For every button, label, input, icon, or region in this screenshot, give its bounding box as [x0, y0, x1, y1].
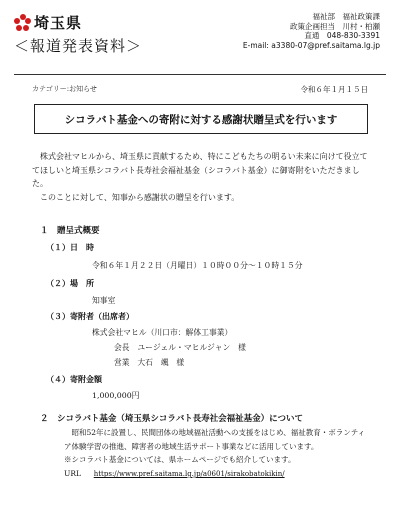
place-value: 知事室: [92, 296, 116, 305]
fund-url-link[interactable]: https://www.pref.saitama.lg.jp/a0601/sirakobatokikin/: [93, 470, 285, 478]
document-title: シコラバト基金への寄附に対する感謝状贈呈式を行います: [64, 113, 338, 126]
header-divider: [14, 74, 386, 75]
prefecture-logo: [14, 12, 82, 33]
amount-value: 1,000,000円: [92, 391, 140, 400]
saitama-emblem-icon: [14, 14, 31, 31]
logo-text: 埼玉県: [34, 14, 83, 32]
release-date: 令和６年１月１５日: [300, 85, 368, 94]
contact-email[interactable]: E-mail: a3380-07@pref.saitama.lg.jp: [242, 40, 380, 50]
datetime-value: 令和６年１月２２日（月曜日）１０時００分～１０時１５分: [92, 261, 303, 270]
url-line: [64, 467, 285, 482]
donor-label: （３）寄附者（出席者）: [46, 312, 134, 321]
press-release-label: ＜報道発表資料＞: [14, 37, 143, 55]
contact-department: 福祉部 福祉政策課: [312, 12, 380, 21]
title-box: [34, 104, 368, 134]
datetime-label: （１）日 時: [46, 243, 94, 252]
section-2-heading: ２ シコラバト基金（埼玉県シコラバト長寿社会福祉基金）について: [40, 414, 303, 424]
category-label: カテゴリー:お知らせ: [32, 85, 97, 93]
section-2-body: 昭和52年に設置し、民間団体の地域福祉活動への支援をはじめ、福祉教育・ボランティア体験学習の推進、障害者の地域生活サポート事業などに活用しています。: [64, 428, 366, 451]
intro-paragraph-2: このことに対して、知事から感謝状の贈呈を行います。: [40, 192, 240, 202]
section-1-heading: １ 贈呈式概要: [40, 226, 100, 236]
contact-team: 政策企画担当 川村・柏瀬: [290, 21, 380, 31]
donor-company: 株式会社マヒル（川口市：解体工事業）: [92, 328, 233, 337]
intro-text: [32, 150, 372, 204]
section-2-note: ※シコラバト基金については、県ホームページでも紹介しています。: [64, 455, 296, 464]
contact-block: [243, 12, 380, 50]
donor-person-1: 会長 ユージェル・マヒルジャン 様: [114, 343, 246, 352]
place-label: （２）場 所: [46, 279, 94, 288]
contact-phone: 直通 048-830-3391: [304, 31, 380, 41]
donor-person-2: 営業 大石 颯 様: [114, 358, 185, 367]
url-label: URL: [64, 469, 81, 478]
amount-label: （４）寄附金額: [46, 375, 102, 384]
intro-paragraph-1: 株式会社マヒルから、埼玉県に貢献するため、特にこどもたちの明るい未来に向けて役立ててほしいと埼玉県シコラバト長寿社会福祉基金（シコラバト基金）に御寄附をいただきました。: [32, 152, 368, 188]
